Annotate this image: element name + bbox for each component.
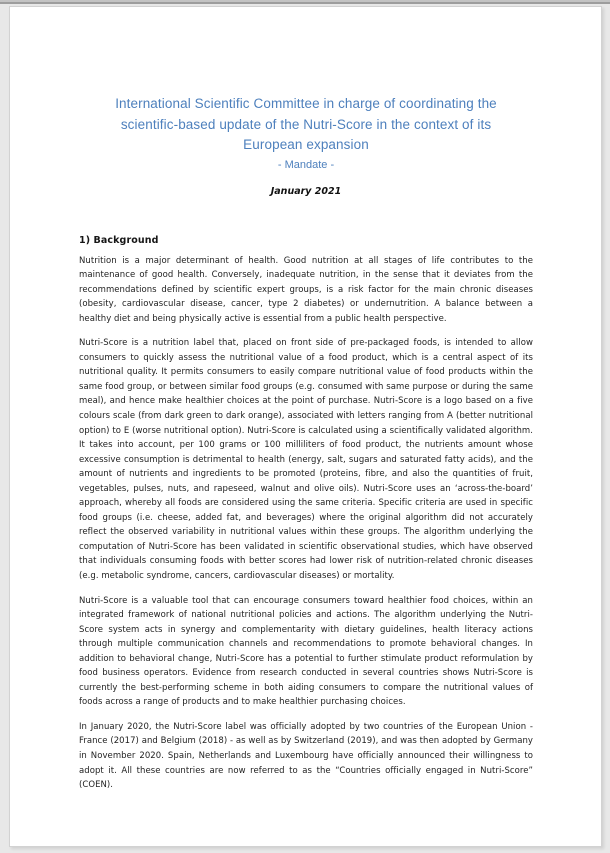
paragraph-nutrition-health: Nutrition is a major determinant of health. Good nutrition at all stages of life contributes to the maintenance of good health. Conversely, inadequate nutrition, in the sense that it deviates from the recommendations defined by scientific expert groups, is a risk factor for the main chronic diseases (obesity, cardiovascular disease, cancer, type 2 diabetes) or undernutrition. A balance between a healthy diet and being physically active is essential from a public health perspective. (79, 255, 533, 324)
title-line-3: European expansion (243, 137, 369, 152)
document-date: January 2021 (270, 185, 342, 197)
document-content (79, 94, 533, 793)
document-page (9, 6, 602, 847)
viewer-top-edge (0, 0, 610, 4)
document-title (79, 94, 533, 156)
paragraph-nutriscore-tool: Nutri-Score is a valuable tool that can encourage consumers toward healthier food choices, within an integrated framework of national nutritional policies and actions. The algorithm underlying the Nutri-Score system acts in synergy and complementarity with dietary guidelines, health literacy actions through multiple communication channels and recommendations to promote behavioral changes. In addition to behavioral change, Nutri-Score has a potential to further stimulate product reformulation by food business operators. Evidence from research conducted in several countries shows Nutri-Score is currently the best-performing scheme in both aiding consumers to compare the nutritional values of foods across a range of products and to make healthier purchasing choices. (79, 595, 533, 708)
paragraph-nutriscore-label: Nutri-Score is a nutrition label that, placed on front side of pre-packaged foods, is intended to allow consumers to quickly assess the nutritional value of a food product, which is a central aspect of its nutritional quality. It permits consumers to easily compare nutritional value of food products within the same food group, or between similar food groups (e.g. consumed with same purpose or during the same meal), and hence make healthier choices at the point of purchase. Nutri-Score is a logo based on a five colours scale (from dark green to dark orange), associated with letters ranging from A (better nutritional option) to E (worse nutritional option). Nutri-Score is calculated using a scientifically validated algorithm. It takes into account, per 100 grams or 100 milliliters of food product, the nutrients amount whose excessive consumption is detrimental to health (energy, salt, sugars and saturated fatty acids), and the amount of nutrients and ingredients to be promoted (proteins, fibre, and also the quantities of fruit, vegetables, pulses, nuts, and rapeseed, walnut and olive oils). Nutri-Score uses an ‘across-the-board’ approach, whereby all foods are considered using the same criteria. Specific criteria are used in specific food groups (i.e. cheese, added fat, and beverages) where the original algorithm did not accurately reflect the observed variability in nutritional values within these groups. The algorithm underlying the computation of Nutri-Score has been validated in scientific observational studies, which have observed that individuals consuming foods with better scores had lower risk of nutrition-related chronic diseases (e.g. metabolic syndrome, cancers, cardiovascular diseases) or mortality. (79, 338, 533, 581)
title-line-1: International Scientific Committee in charge of coordinating the (115, 96, 497, 111)
paragraph-countries-adoption: In January 2020, the Nutri-Score label was officially adopted by two countries of the European Union - France (2017) and Belgium (2018) - as well as by Switzerland (2019), and was then adopted by Germany in November 2020. Spain, Netherlands and Luxembourg have officially announced their willingness to adopt it. All these countries are now referred to as the “Countries officially engaged in Nutri-Score” (COEN). (79, 721, 533, 791)
document-subtitle: - Mandate - (277, 158, 335, 171)
title-line-2: scientific-based update of the Nutri-Score in the context of its (120, 116, 492, 132)
section-heading-background: 1) Background (79, 234, 159, 246)
